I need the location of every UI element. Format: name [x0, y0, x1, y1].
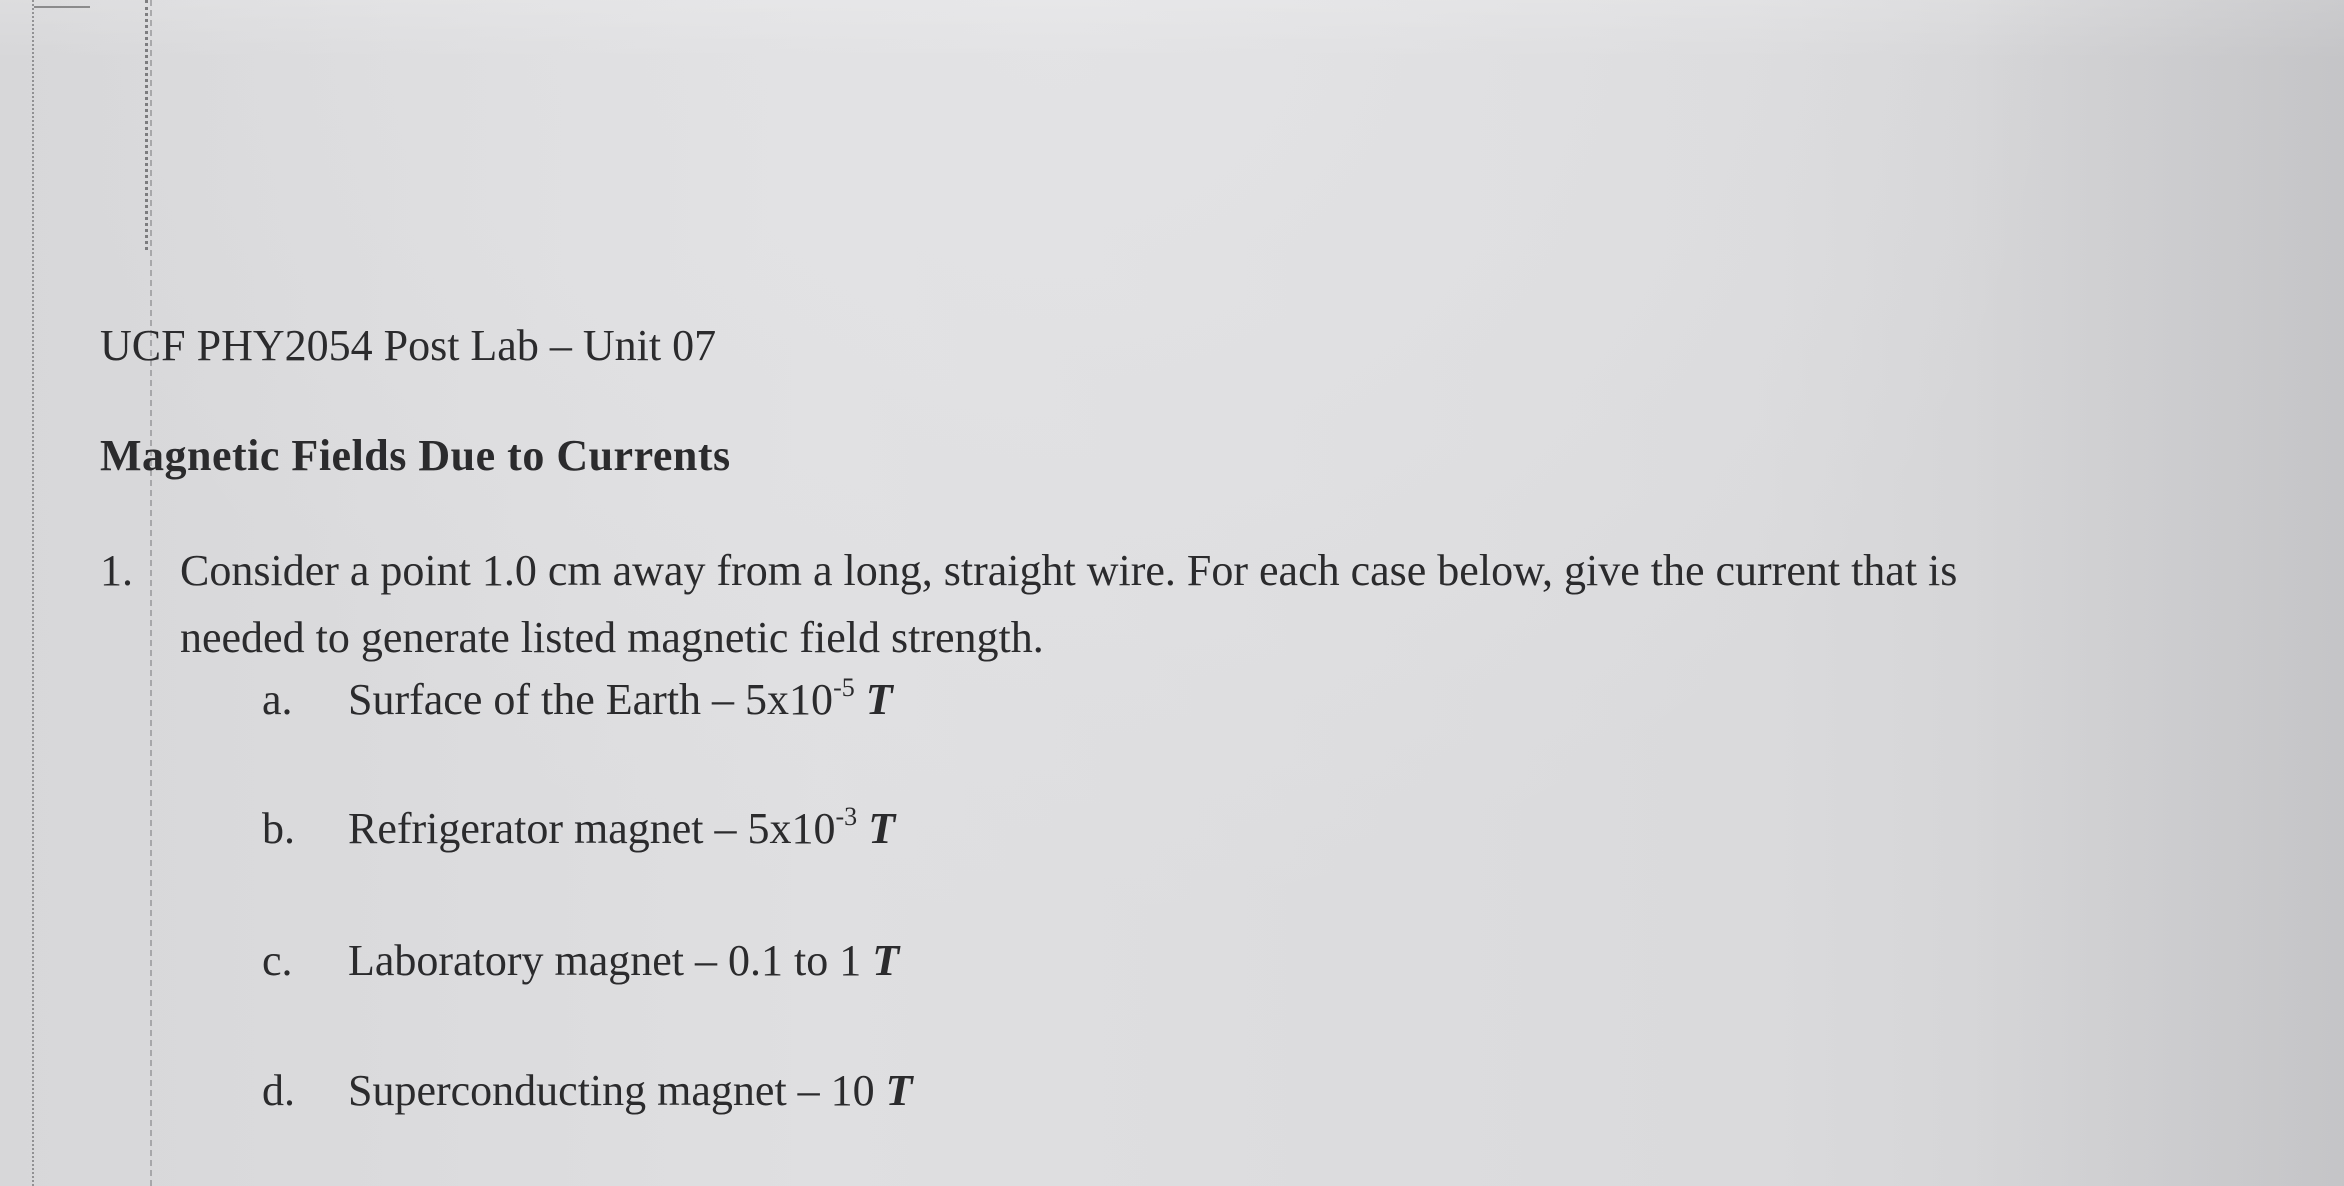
course-header: UCF PHY2054 Post Lab – Unit 07: [100, 321, 717, 370]
previous-page-rule: [34, 6, 90, 8]
item-b-text: Refrigerator magnet – 5x10: [348, 804, 836, 853]
item-a-unit: T: [865, 675, 893, 724]
item-b-letter: b.: [262, 804, 295, 853]
item-c-letter: c.: [262, 936, 293, 985]
item-d: [348, 1065, 913, 1116]
question-text-line-2: needed to generate listed magnetic field strength.: [180, 613, 1044, 662]
item-a-text: Surface of the Earth – 5x10: [348, 675, 834, 724]
item-c: [348, 935, 899, 986]
item-d-unit: T: [885, 1066, 913, 1115]
item-d-letter: d.: [262, 1066, 295, 1115]
item-b-exponent: -3: [835, 802, 858, 831]
item-a-exponent: -5: [833, 673, 855, 702]
item-a: [348, 674, 893, 725]
question-number: 1.: [100, 546, 133, 595]
item-d-text: Superconducting magnet – 10: [348, 1066, 875, 1115]
question-text-line-1: Consider a point 1.0 cm away from a long, straight wire. For each case below, give the current that is: [180, 546, 1958, 595]
item-c-text: Laboratory magnet – 0.1 to 1: [348, 936, 862, 985]
margin-perforation-inner: [150, 0, 152, 1186]
paper-shadow: [1964, 0, 2344, 1186]
item-c-unit: T: [872, 936, 900, 985]
item-a-letter: a.: [262, 675, 293, 724]
margin-perforation-left: [32, 0, 34, 1186]
item-b-unit: T: [868, 804, 896, 853]
item-b: [348, 803, 895, 854]
margin-perforation-top: [145, 0, 148, 250]
page-title: Magnetic Fields Due to Currents: [100, 431, 731, 480]
